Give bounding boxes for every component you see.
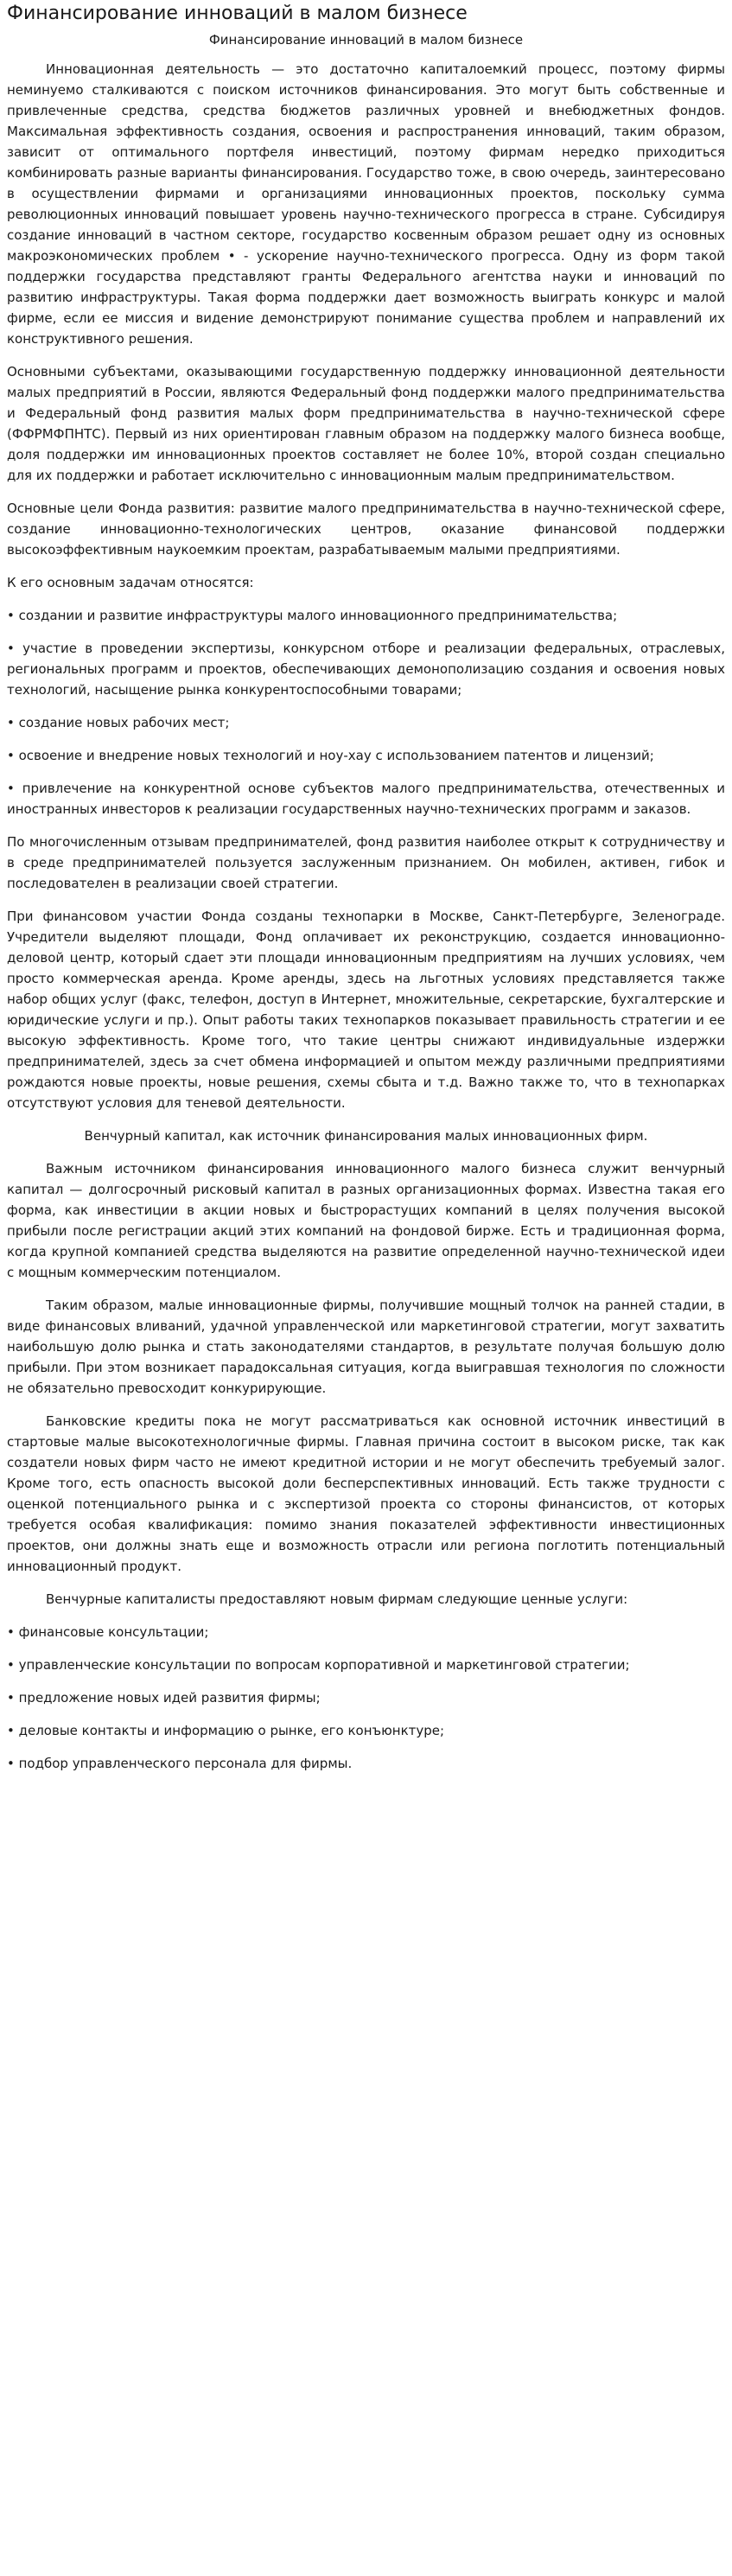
- paragraph-bank-credits: Банковские кредиты пока не могут рассматриваться как основной источник инвестиций в стартовые малые высокотехнологичные фирмы. Главная причина состоит в высоком риске, так как создатели новых фирм часто не имеют кредитной истории и не могут обеспечить требуемый залог. Кроме того, есть опасность высокой доли бесперспективных инноваций. Есть также трудности с оценкой потенциального рынка и с экспертизой проекта со стороны финансистов, от которых требуется особая квалификация: помимо знания показателей эффективности инвестиционных проектов, они должны знать еще и возможность отрасли или региона поглотить потенциальный инновационный продукт.: [7, 1413, 725, 1574]
- paragraph-technoparks: При финансовом участии Фонда созданы технопарки в Москве, Санкт-Петербурге, Зеленограде. Учредители выделяют площади, Фонд оплачивает их реконструкцию, создается инновационно-деловой центр, который сдает эти площади инновационным предприятиям на лучших условиях, чем просто коммерческая аренда. Кроме аренды, здесь на льготных условиях представляется также набор общих услуг (факс, телефон, доступ в Интернет, множительные, секретарские, бухгалтерские и юридические услуги и пр.). Опыт работы таких технопарков показывает правильность стратегии и ее высокую эффективность. Кроме того, что такие центры снижают индивидуальные издержки предпринимателей, здесь за счет обмена информацией и опытом между различными предприятиями рождаются новые проекты, новые решения, схемы сбыта и т.д. Важно также то, что в технопарках отсутствуют условия для теневой деятельности.: [7, 909, 725, 1111]
- paragraph-fund-goals: Основные цели Фонда развития: развитие малого предпринимательства в научно-технической сфере, создание инновационно-технологических центров, оказание финансовой поддержки высокоэффективным наукоемким проектам, разрабатываемым малыми предприятиями.: [7, 501, 725, 558]
- list-item-service: • управленческие консультации по вопросам корпоративной и маркетинговой стратегии;: [7, 1657, 630, 1673]
- paragraph-intro: Инновационная деятельность — это достаточно капиталоемкий процесс, поэтому фирмы неминуемо сталкиваются с поиском источников финансирования. Это могут быть собственные и привлеченные средства, средства бюджетов различных уровней и внебюджетных фондов. Максимальная эффективность создания, освоения и распространения инноваций, таким образом, зависит от оптимального портфеля инвестиций, поэтому фирмам нередко приходиться комбинировать разные варианты финансирования. Государство тоже, в свою очередь, заинтересовано в осуществлении фирмами и организациями инновационных проектов, поскольку сумма революционных инноваций повышает уровень научно-технического прогресса в стране. Субсидируя создание инноваций в частном секторе, государство косвенным образом решает одну из основных макроэкономических проблем • - ускорение научно-технического прогресса. Одну из форм такой поддержки государства представляют гранты Федерального агентства науки и инноваций по развитию инфраструктуры. Такая форма поддержки дает возможность выиграть конкурс и малой фирме, если ее миссия и видение демонстрируют понимание существа проблем и направлений их конструктивного решения.: [7, 61, 725, 347]
- list-item-service: • подбор управленческого персонала для фирмы.: [7, 1756, 353, 1771]
- paragraph-tasks-intro: К его основным задачам относятся:: [7, 575, 254, 590]
- list-item-service: • деловые контакты и информацию о рынке, его конъюнктуре;: [7, 1723, 445, 1738]
- paragraph-venture-capital: Важным источником финансирования инновационного малого бизнеса служит венчурный капитал — долгосрочный рисковый капитал в разных организационных формах. Известна такая его форма, как инвестиции в акции новых и быстрорастущих компаний в целях получения высокой прибыли после регистрации акций этих компаний на фондовой бирже. Есть и традиционная форма, когда крупной компанией средства выделяются на развитие определенной научно-технической идеи с мощным коммерческим потенциалом.: [7, 1161, 725, 1280]
- list-item-service: • предложение новых идей развития фирмы;: [7, 1690, 321, 1706]
- list-item-service: • финансовые консультации;: [7, 1624, 209, 1640]
- list-item-task: • участие в проведении экспертизы, конкурсном отборе и реализации федеральных, отраслевых, региональных программ и проектов, обеспечивающих демонополизацию создания и освоения новых технологий, насыщение рынка конкурентоспособными товарами;: [7, 641, 725, 698]
- list-item-task: • создание новых рабочих мест;: [7, 715, 230, 730]
- list-item-task: • освоение и внедрение новых технологий и ноу-хау с использованием патентов и лицензий;: [7, 748, 654, 763]
- section-heading-venture: Венчурный капитал, как источник финансирования малых инновационных фирм.: [84, 1128, 648, 1144]
- list-item-task: • создании и развитие инфраструктуры малого инновационного предпринимательства;: [7, 608, 618, 623]
- page-title: Финансирование инноваций в малом бизнесе: [7, 3, 468, 24]
- paragraph-venture-services-intro: Венчурные капиталисты предоставляют новым фирмам следующие ценные услуги:: [46, 1591, 628, 1607]
- paragraph-innovation-firms: Таким образом, малые инновационные фирмы, получившие мощный толчок на ранней стадии, в виде финансовых вливаний, удачной управленческой или маркетинговой стратегии, могут захватить наибольшую долю рынка и стать законодателями стандартов, в результате получая большую долю прибыли. При этом возникает парадоксальная ситуация, когда выигравшая технология по сложности не обязательно превосходит конкурирующие.: [7, 1298, 725, 1396]
- paragraph-support-subjects: Основными субъектами, оказывающими государственную поддержку инновационной деятельности малых предприятий в России, являются Федеральный фонд поддержки малого предпринимательства и Федеральный фонд развития малых форм предпринимательства в научно-технической сфере (ФФРМФПНТС). Первый из них ориентирован главным образом на поддержку малого бизнеса вообще, доля поддержки им инновационных проектов составляет не более 10%, второй создан специально для их поддержки и работает исключительно с инновационным малым предпринимательством.: [7, 364, 725, 483]
- paragraph-fund-reputation: По многочисленным отзывам предпринимателей, фонд развития наиболее открыт к сотрудничеству и в среде предпринимателей пользуется заслуженным признанием. Он мобилен, активен, гибок и последователен в реализации своей стратегии.: [7, 834, 725, 891]
- document-subtitle: Финансирование инноваций в малом бизнесе: [208, 32, 524, 48]
- list-item-task: • привлечение на конкурентной основе субъектов малого предпринимательства, отечественных и иностранных инвесторов к реализации государственных научно-технических программ и заказов.: [7, 781, 725, 817]
